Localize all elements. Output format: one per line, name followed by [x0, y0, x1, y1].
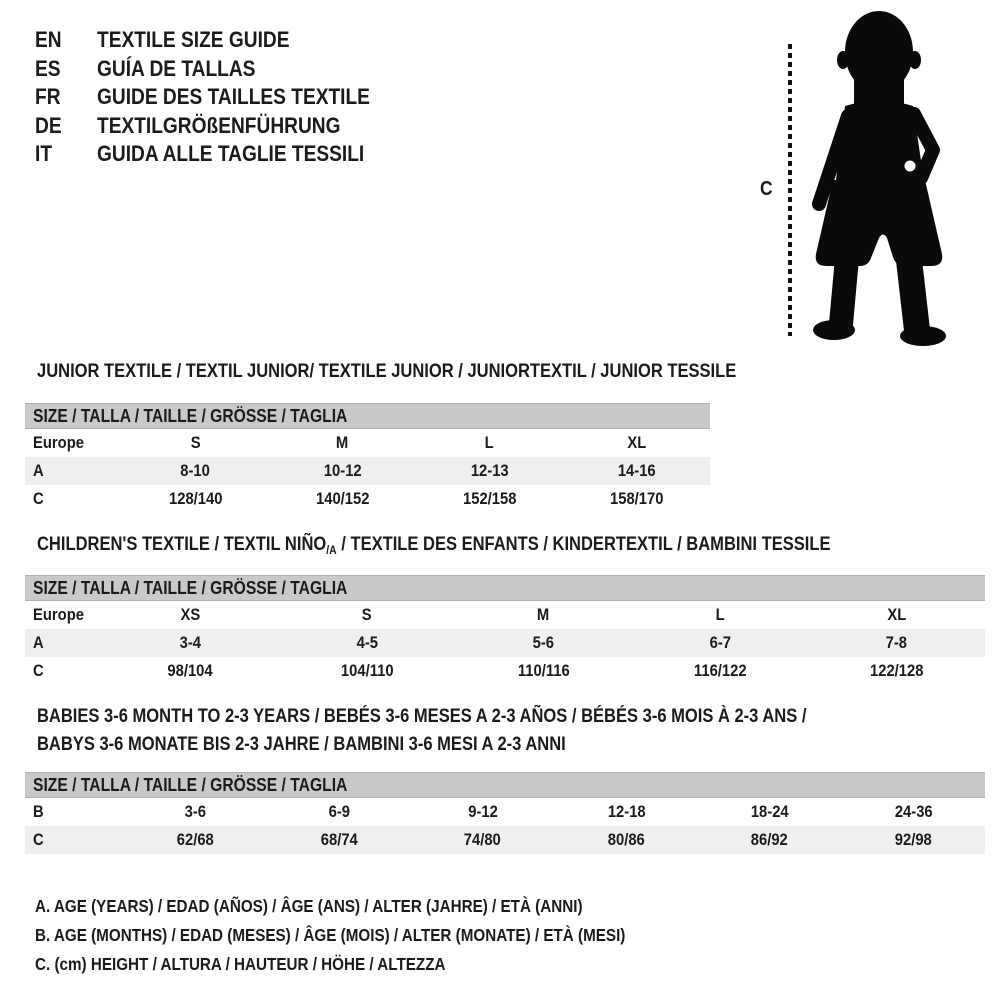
- height-cell: 86/92: [751, 830, 789, 849]
- size-table-children: [25, 575, 985, 685]
- guide-title: GUIDA ALLE TAGLIE TESSILI: [97, 141, 365, 167]
- language-code: DE: [35, 112, 62, 138]
- size-cell: L: [484, 433, 495, 452]
- language-code: ES: [35, 55, 61, 81]
- size-cell: XL: [627, 433, 646, 452]
- height-cell: 68/74: [320, 830, 358, 849]
- age-cell: 8-10: [180, 461, 211, 480]
- section-title-children: CHILDREN'S TEXTILE / TEXTIL $NIÑO_{/A}$ / TEXTILE DES ENFANTS / KINDERTEXTIL / BAMBINI TESSILE: [37, 534, 831, 557]
- age-cell: 18-24: [750, 802, 789, 821]
- height-cell: 116/122: [693, 661, 747, 680]
- legend-line-b: B. AGE (MONTHS) / EDAD (MESES) / ÂGE (MOIS) / ALTER (MONATE) / ETÀ (MESI): [35, 925, 626, 945]
- size-header-label: SIZE / TALLA / TAILLE / GRÖSSE / TAGLIA: [33, 577, 348, 598]
- size-cell: L: [715, 605, 725, 624]
- age-cell: 12-18: [607, 802, 646, 821]
- table-row: [25, 798, 985, 826]
- list-item: [35, 112, 411, 141]
- guide-title: GUIDE DES TAILLES TEXTILE: [97, 84, 370, 110]
- age-cell: 6-9: [328, 802, 350, 821]
- height-marker-label: C: [760, 178, 773, 200]
- row-label-europe: Europe: [33, 433, 84, 452]
- size-header-bar: [25, 772, 985, 798]
- table-row: [25, 826, 985, 854]
- size-header-bar: [25, 575, 985, 601]
- legend-line-a: A. AGE (YEARS) / EDAD (AÑOS) / ÂGE (ANS) / ALTER (JAHRE) / ETÀ (ANNI): [35, 896, 583, 916]
- language-code: IT: [35, 141, 53, 167]
- height-cell: 140/152: [315, 489, 370, 508]
- row-label-b: B: [33, 802, 44, 821]
- table-row: [25, 657, 985, 685]
- size-cell: XS: [180, 605, 201, 624]
- age-cell: 10-12: [323, 461, 362, 480]
- size-table-babies: [25, 772, 985, 854]
- table-row: [25, 457, 710, 485]
- language-code: EN: [35, 27, 62, 53]
- guide-title: TEXTILGRÖßENFÜHRUNG: [97, 112, 341, 138]
- list-item: [35, 55, 411, 84]
- table-row: [25, 429, 710, 457]
- row-label-c: C: [33, 661, 44, 680]
- language-title-list: [35, 26, 411, 169]
- list-item: [35, 140, 411, 169]
- size-cell: M: [537, 605, 550, 624]
- age-cell: 5-6: [532, 633, 555, 652]
- table-row: [25, 601, 985, 629]
- height-cell: 152/158: [462, 489, 517, 508]
- age-cell: 4-5: [356, 633, 378, 652]
- height-cell: 62/68: [177, 830, 215, 849]
- size-cell: M: [336, 433, 349, 452]
- height-cell: 98/104: [167, 661, 213, 680]
- size-header-label: SIZE / TALLA / TAILLE / GRÖSSE / TAGLIA: [33, 405, 348, 426]
- age-cell: 3-6: [185, 802, 207, 821]
- section-title-babies-line1: BABIES 3-6 MONTH TO 2-3 YEARS / BEBÉS 3-6 MESES A 2-3 AÑOS / BÉBÉS 3-6 MOIS À 2-3 ANS /: [37, 706, 807, 727]
- age-cell: 24-36: [894, 802, 933, 821]
- size-cell: XL: [887, 605, 907, 624]
- height-cell: 122/128: [869, 661, 924, 680]
- age-cell: 7-8: [885, 633, 908, 652]
- list-item: [35, 26, 411, 55]
- height-cell: 80/86: [607, 830, 645, 849]
- height-cell: 128/140: [168, 489, 223, 508]
- size-header-bar: [25, 403, 710, 429]
- list-item: [35, 83, 411, 112]
- guide-title: GUÍA DE TALLAS: [97, 55, 256, 81]
- baby-silhouette-icon: [790, 8, 965, 348]
- row-label-a: A: [33, 461, 44, 480]
- legend: [35, 892, 714, 979]
- height-cell: 110/116: [517, 661, 570, 680]
- age-cell: 6-7: [709, 633, 731, 652]
- table-row: [25, 485, 710, 513]
- legend-line-c: C. (cm) HEIGHT / ALTURA / HAUTEUR / HÖHE / ALTEZZA: [35, 954, 446, 974]
- size-header-label: SIZE / TALLA / TAILLE / GRÖSSE / TAGLIA: [33, 774, 348, 795]
- age-cell: 12-13: [470, 461, 509, 480]
- baby-body: [813, 11, 946, 346]
- height-cell: 92/98: [894, 830, 932, 849]
- age-cell: 3-4: [179, 633, 201, 652]
- size-cell: S: [361, 605, 372, 624]
- row-label-c: C: [33, 489, 44, 508]
- size-table-junior: [25, 403, 710, 513]
- section-title-junior: JUNIOR TEXTILE / TEXTIL JUNIOR/ TEXTILE JUNIOR / JUNIORTEXTIL / JUNIOR TESSILE: [37, 361, 737, 382]
- size-cell: S: [190, 433, 201, 452]
- section-title-babies-line2: BABYS 3-6 MONATE BIS 2-3 JAHRE / BAMBINI 3-6 MESI A 2-3 ANNI: [37, 733, 566, 755]
- age-cell: 14-16: [617, 461, 656, 480]
- subscript-suffix: /A: [326, 543, 337, 557]
- row-label-c: C: [33, 830, 44, 849]
- guide-title: TEXTILE SIZE GUIDE: [97, 27, 290, 53]
- age-cell: 9-12: [467, 802, 498, 821]
- height-cell: 74/80: [464, 830, 502, 849]
- height-cell: 104/110: [340, 661, 394, 680]
- height-cell: 158/170: [609, 489, 664, 508]
- language-code: FR: [35, 84, 61, 110]
- row-label-europe: Europe: [33, 605, 84, 624]
- row-label-a: A: [33, 633, 44, 652]
- table-row: [25, 629, 985, 657]
